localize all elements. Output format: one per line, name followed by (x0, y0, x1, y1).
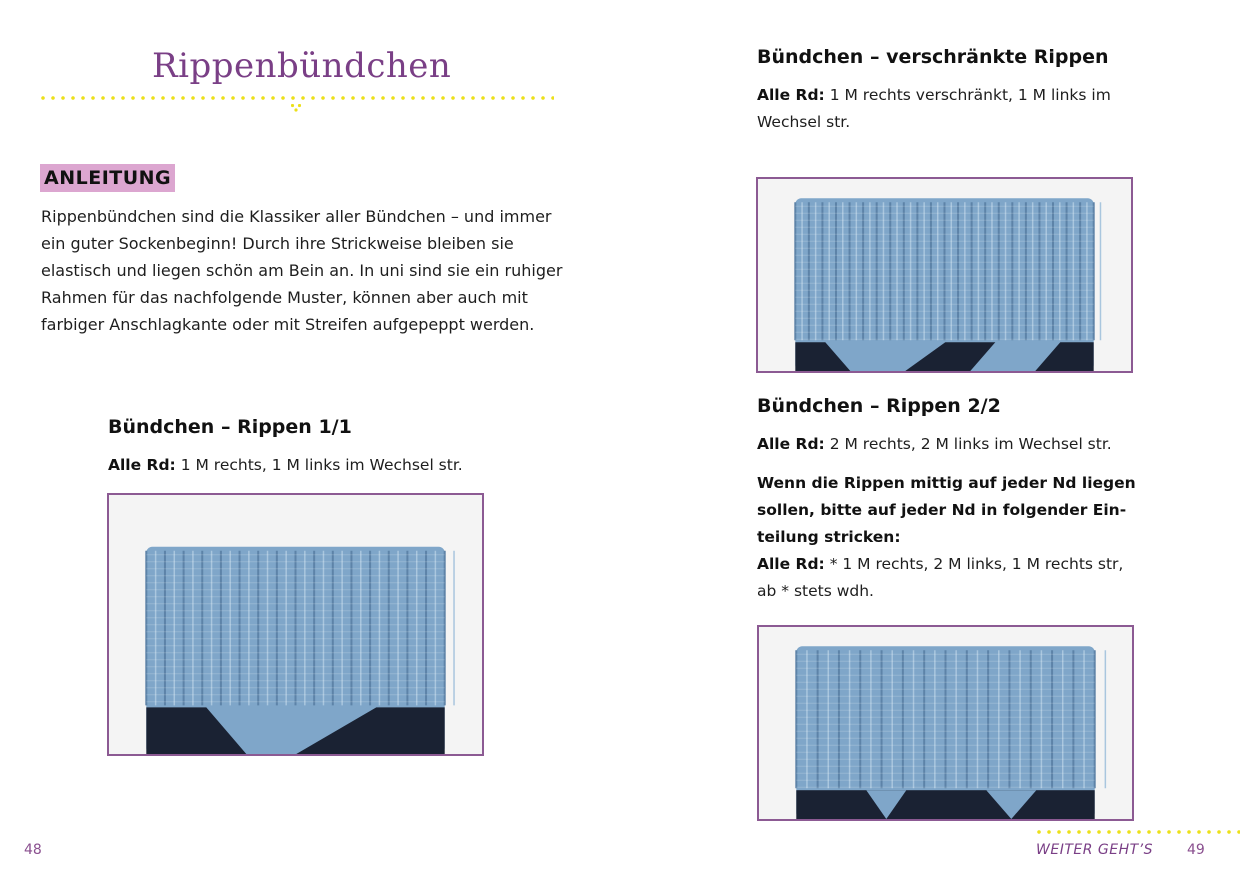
photo-twisted-rib (756, 177, 1133, 373)
row-text-continued: ab * stets wdh. (757, 582, 874, 600)
note-line: Wenn die Rippen mittig auf jeder Nd liegen (757, 474, 1136, 492)
section-badge: ANLEITUNG (40, 164, 175, 192)
intro-line: Rippenbündchen sind die Klassiker aller Bündchen – und immer (41, 207, 552, 226)
row-label: Alle Rd: (757, 555, 825, 573)
row-text: 1 M rechts verschränkt, 1 M links im (824, 86, 1111, 104)
note-line: sollen, bitte auf jeder Nd in folgender Ein- (757, 501, 1127, 519)
page-number-right: 49 (1187, 842, 1205, 858)
intro-line: elastisch und liegen schön am Bein an. In uni sind sie ein ruhiger (41, 261, 563, 280)
instruction-twisted-rib (757, 82, 1111, 136)
title-dot-chevron (291, 104, 301, 114)
row-label: Alle Rd: (108, 456, 176, 474)
row-text-continued: Wechsel str. (757, 113, 851, 131)
knit-illustration (758, 179, 1131, 371)
intro-line: ein guter Sockenbeginn! Durch ihre Strickweise bleiben sie (41, 234, 514, 253)
page-number-left: 48 (24, 842, 42, 858)
knit-illustration (759, 627, 1132, 819)
photo-rib-1-1 (107, 493, 484, 756)
intro-line: farbiger Anschlagkante oder mit Streifen aufgepeppt werden. (41, 315, 535, 334)
row-label: Alle Rd: (757, 86, 825, 104)
note-line: teilung stricken: (757, 528, 901, 546)
footer-dotted-rule (1034, 830, 1240, 834)
intro-paragraph (41, 203, 561, 338)
section-heading-rib-1-1: Bündchen – Rippen 1/1 (108, 416, 352, 438)
section-heading-twisted-rib: Bündchen – verschränkte Rippen (757, 46, 1109, 68)
instruction-rib-2-2 (757, 431, 1112, 458)
row-label: Alle Rd: (757, 435, 825, 453)
continue-label: WEITER GEHT’S (1036, 842, 1154, 858)
photo-rib-2-2 (757, 625, 1134, 821)
row-text: * 1 M rechts, 2 M links, 1 M rechts str, (824, 555, 1124, 573)
row-text: 2 M rechts, 2 M links im Wechsel str. (824, 435, 1112, 453)
note-rib-2-2 (757, 470, 1136, 605)
section-heading-rib-2-2: Bündchen – Rippen 2/2 (757, 395, 1001, 417)
row-text: 1 M rechts, 1 M links im Wechsel str. (175, 456, 463, 474)
instruction-rib-1-1 (108, 452, 463, 479)
knit-illustration (109, 495, 482, 754)
intro-line: Rahmen für das nachfolgende Muster, können aber auch mit (41, 288, 528, 307)
page-title: Rippenbündchen (152, 46, 452, 86)
title-dotted-rule (38, 96, 554, 100)
